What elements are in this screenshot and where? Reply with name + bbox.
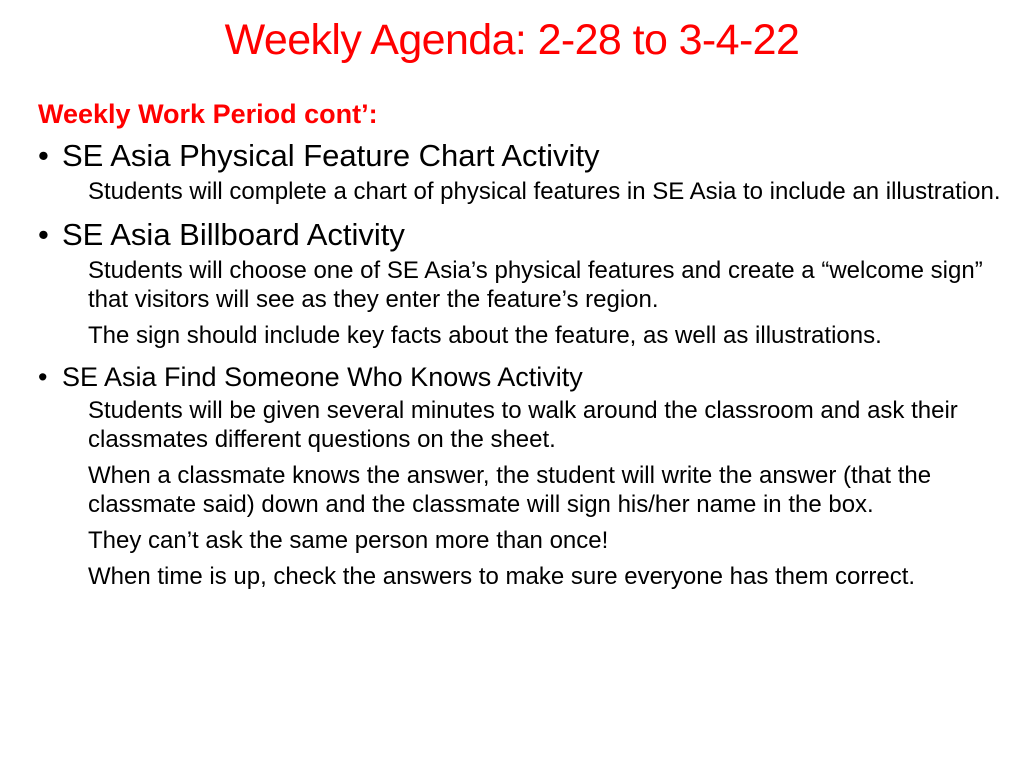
bullet-icon: • xyxy=(38,362,48,392)
bullet-item xyxy=(38,137,1008,175)
detail-text: Students will complete a chart of physical features in SE Asia to include an illustration. xyxy=(88,178,1001,205)
bullet-item xyxy=(38,216,1008,254)
detail-text: The sign should include key facts about the feature, as well as illustrations. xyxy=(88,322,882,349)
bullet-icon: • xyxy=(38,138,49,173)
detail-text: When a classmate knows the answer, the student will write the answer (that the classmate said) down and the classmate will sign his/her name in the box. xyxy=(88,462,932,518)
bullet-label: SE Asia Billboard Activity xyxy=(62,217,405,252)
bullet-item xyxy=(38,360,1008,394)
bullet-details xyxy=(88,256,1008,350)
bullet-details xyxy=(88,177,1008,206)
detail-text: When time is up, check the answers to make sure everyone has them correct. xyxy=(88,563,916,590)
detail-text: Students will choose one of SE Asia’s physical features and create a “welcome sign” that visitors will see as they enter the feature’s region. xyxy=(88,257,983,313)
bullet-icon: • xyxy=(38,217,49,252)
section-heading: Weekly Work Period cont’: xyxy=(38,99,378,129)
bullet-label: SE Asia Find Someone Who Knows Activity xyxy=(62,362,583,392)
slide-content xyxy=(38,95,1008,598)
detail-text: They can’t ask the same person more than once! xyxy=(88,527,609,554)
detail-text: Students will be given several minutes to walk around the classroom and ask their classmates different questions on the sheet. xyxy=(88,397,958,453)
slide-title: Weekly Agenda: 2-28 to 3-4-22 xyxy=(224,16,800,64)
bullet-details xyxy=(88,396,1008,591)
bullet-label: SE Asia Physical Feature Chart Activity xyxy=(62,138,600,173)
